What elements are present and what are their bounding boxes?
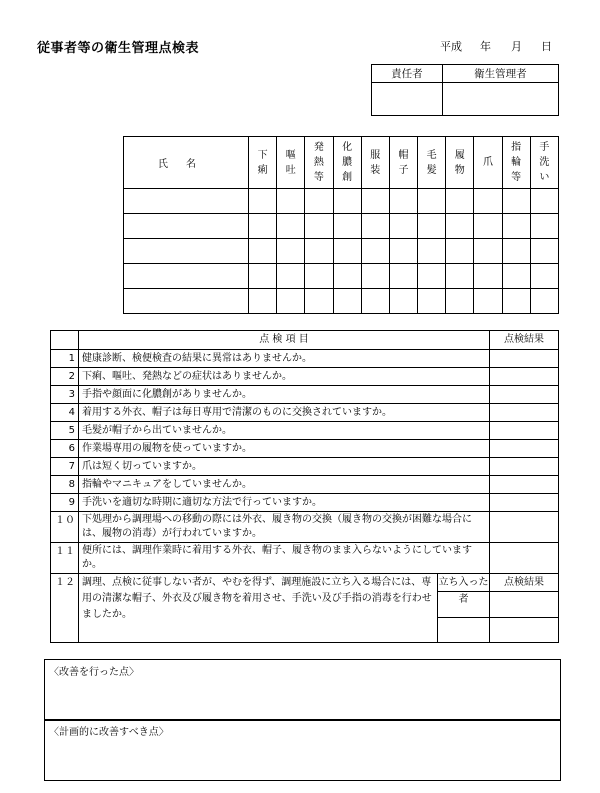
health-check-cell[interactable] [277, 264, 305, 289]
health-check-cell[interactable] [333, 214, 361, 239]
health-row [124, 214, 559, 239]
health-check-cell[interactable] [530, 214, 558, 239]
health-column-header: 嘔 吐 [277, 137, 305, 189]
checklist-item-text: 下処理から調理場への移動の際には外衣、履き物の交換（履き物の交換が困難な場合には、履物の消毒）が行われていますか。 [79, 512, 490, 543]
health-check-cell[interactable] [446, 264, 474, 289]
checklist-row [51, 368, 559, 386]
health-check-cell[interactable] [333, 189, 361, 214]
health-check-cell[interactable] [361, 214, 389, 239]
employee-name-cell[interactable] [124, 289, 249, 314]
checklist-result-cell[interactable] [490, 440, 559, 458]
health-check-cell[interactable] [389, 239, 417, 264]
health-check-cell[interactable] [530, 189, 558, 214]
checklist-item-text: 着用する外衣、帽子は毎日専用で清潔のものに交換されていますか。 [79, 404, 490, 422]
health-column-header: 下 痢 [249, 137, 277, 189]
improvements-made-label: 〈改善を行った点〉 [49, 667, 139, 678]
health-check-cell[interactable] [502, 214, 530, 239]
health-check-cell[interactable] [418, 189, 446, 214]
health-check-cell[interactable] [333, 289, 361, 314]
visitor-item-cell [79, 574, 559, 643]
health-check-cell[interactable] [305, 239, 333, 264]
health-column-header: 毛 髪 [418, 137, 446, 189]
checklist-item-text: 下痢、嘔吐、発熱などの症状はありませんか。 [79, 368, 490, 386]
planned-improvements-label: 〈計画的に改善すべき点〉 [49, 727, 169, 738]
health-check-cell[interactable] [474, 239, 502, 264]
checklist-row [51, 350, 559, 368]
checklist-number: １１ [51, 543, 79, 574]
checklist-item-text: 手洗いを適切な時期に適切な方法で行っていますか。 [79, 494, 490, 512]
visitor-result-cell[interactable] [490, 618, 558, 643]
hygiene-manager-header: 衛生管理者 [442, 65, 558, 83]
date-day: 日 [541, 40, 552, 53]
health-row [124, 289, 559, 314]
checklist-result-cell[interactable] [490, 458, 559, 476]
health-column-header: 履 物 [446, 137, 474, 189]
checklist-number: １０ [51, 512, 79, 543]
health-check-cell[interactable] [333, 264, 361, 289]
health-check-cell[interactable] [333, 239, 361, 264]
health-check-cell[interactable] [446, 214, 474, 239]
date-year: 年 [480, 40, 491, 53]
checklist-item-text: 健康診断、検便検査の結果に異常はありませんか。 [79, 350, 490, 368]
health-check-cell[interactable] [502, 189, 530, 214]
checklist-row [51, 404, 559, 422]
health-check-cell[interactable] [530, 239, 558, 264]
health-check-cell[interactable] [361, 289, 389, 314]
visitor-name-cell[interactable] [438, 592, 490, 617]
checklist-number: 4 [51, 404, 79, 422]
health-check-cell[interactable] [361, 189, 389, 214]
health-check-cell[interactable] [389, 189, 417, 214]
checklist-number: 5 [51, 422, 79, 440]
checklist-item-text: 便所には、調理作業時に着用する外衣、帽子、履き物のまま入らないようにしていますか。 [79, 543, 490, 574]
health-check-cell[interactable] [305, 289, 333, 314]
checklist-row [51, 440, 559, 458]
health-column-header: 化 膿 創 [333, 137, 361, 189]
health-check-cell[interactable] [249, 289, 277, 314]
checklist-row-visitor [51, 574, 559, 643]
health-check-cell[interactable] [361, 239, 389, 264]
checklist-table [50, 330, 559, 643]
health-row [124, 189, 559, 214]
improvements-made-box[interactable] [44, 659, 561, 721]
responsible-person-seal[interactable] [372, 83, 443, 116]
health-row [124, 239, 559, 264]
employee-name-cell[interactable] [124, 264, 249, 289]
health-check-cell[interactable] [446, 189, 474, 214]
checklist-item-text: 手指や顔面に化膿創がありませんか。 [79, 386, 490, 404]
health-column-header: 服 装 [361, 137, 389, 189]
health-check-cell[interactable] [277, 214, 305, 239]
health-check-cell[interactable] [389, 264, 417, 289]
health-check-cell[interactable] [389, 289, 417, 314]
checklist-result-cell[interactable] [490, 368, 559, 386]
checklist-result-cell[interactable] [490, 404, 559, 422]
checklist-number: 2 [51, 368, 79, 386]
date-era: 平成 [440, 40, 462, 53]
visitor-header: 立ち入った者 [438, 574, 490, 591]
health-check-cell[interactable] [474, 264, 502, 289]
health-check-cell[interactable] [446, 239, 474, 264]
date-month: 月 [511, 40, 522, 53]
checklist-result-cell[interactable] [490, 422, 559, 440]
visitor-name-cell[interactable] [438, 618, 490, 643]
employee-name-cell[interactable] [124, 239, 249, 264]
health-check-cell[interactable] [249, 189, 277, 214]
responsibility-table [371, 64, 559, 116]
health-check-cell[interactable] [418, 214, 446, 239]
checklist-result-cell[interactable] [490, 543, 559, 574]
checklist-result-cell[interactable] [490, 386, 559, 404]
health-check-cell[interactable] [474, 189, 502, 214]
health-check-cell[interactable] [418, 264, 446, 289]
page-title: 従事者等の衛生管理点検表 [37, 41, 200, 56]
health-check-cell[interactable] [277, 239, 305, 264]
checklist-number: 8 [51, 476, 79, 494]
health-check-cell[interactable] [418, 239, 446, 264]
health-row [124, 264, 559, 289]
checklist-item-text: 指輪やマニキュアをしていませんか。 [79, 476, 490, 494]
checklist-row [51, 458, 559, 476]
health-check-cell[interactable] [305, 264, 333, 289]
checklist-row [51, 386, 559, 404]
health-check-cell[interactable] [474, 289, 502, 314]
health-check-cell[interactable] [249, 214, 277, 239]
checklist-result-header: 点検結果 [490, 331, 559, 350]
health-check-cell[interactable] [530, 289, 558, 314]
checklist-result-cell[interactable] [490, 350, 559, 368]
checklist-number: 1 [51, 350, 79, 368]
checklist-item-text: 作業場専用の履物を使っていますか。 [79, 440, 490, 458]
checklist-number: 7 [51, 458, 79, 476]
employee-name-cell[interactable] [124, 214, 249, 239]
health-check-cell[interactable] [277, 189, 305, 214]
health-column-header: 指 輪 等 [502, 137, 530, 189]
health-check-cell[interactable] [502, 239, 530, 264]
checklist-row [51, 543, 559, 574]
health-column-header: 爪 [474, 137, 502, 189]
health-check-cell[interactable] [249, 264, 277, 289]
health-column-header: 手 洗 い [530, 137, 558, 189]
checklist-number: 3 [51, 386, 79, 404]
visitor-result-header: 点検結果 [504, 577, 544, 588]
health-check-cell[interactable] [389, 214, 417, 239]
planned-improvements-box[interactable] [44, 719, 561, 781]
health-check-cell[interactable] [249, 239, 277, 264]
checklist-number: 6 [51, 440, 79, 458]
checklist-result-cell[interactable] [490, 476, 559, 494]
name-column-header: 氏名 [124, 137, 249, 189]
checklist-number: １２ [51, 574, 79, 643]
hygiene-manager-seal[interactable] [442, 83, 558, 116]
visitor-result-cell[interactable] [490, 592, 558, 617]
health-check-cell[interactable] [305, 214, 333, 239]
health-check-cell[interactable] [446, 289, 474, 314]
health-check-cell[interactable] [305, 189, 333, 214]
health-column-header: 発 熱 等 [305, 137, 333, 189]
checklist-result-cell[interactable] [490, 494, 559, 512]
checklist-result-cell[interactable] [490, 512, 559, 543]
checklist-row [51, 476, 559, 494]
health-check-cell[interactable] [418, 289, 446, 314]
checklist-item-text: 毛髪が帽子から出ていませんか。 [79, 422, 490, 440]
checklist-row [51, 494, 559, 512]
health-check-cell[interactable] [502, 289, 530, 314]
checklist-row [51, 512, 559, 543]
checklist-number: 9 [51, 494, 79, 512]
health-check-cell[interactable] [502, 264, 530, 289]
health-check-table [123, 136, 559, 314]
checklist-item-text: 調理、点検に従事しない者が、やむを得ず、調理施設に立ち入る場合には、専用の清潔な帽子、外衣及び履き物を着用させ、手洗い及び手指の消毒を行わせましたか。 [82, 577, 432, 620]
checklist-num-header [51, 331, 79, 350]
health-check-cell[interactable] [474, 214, 502, 239]
responsible-person-header: 責任者 [372, 65, 443, 83]
health-check-cell[interactable] [277, 289, 305, 314]
health-check-cell[interactable] [361, 264, 389, 289]
health-column-header: 帽 子 [389, 137, 417, 189]
checklist-item-text: 爪は短く切っていますか。 [79, 458, 490, 476]
checklist-item-header: 点 検 項 目 [79, 331, 490, 350]
checklist-row [51, 422, 559, 440]
health-check-cell[interactable] [530, 264, 558, 289]
employee-name-cell[interactable] [124, 189, 249, 214]
